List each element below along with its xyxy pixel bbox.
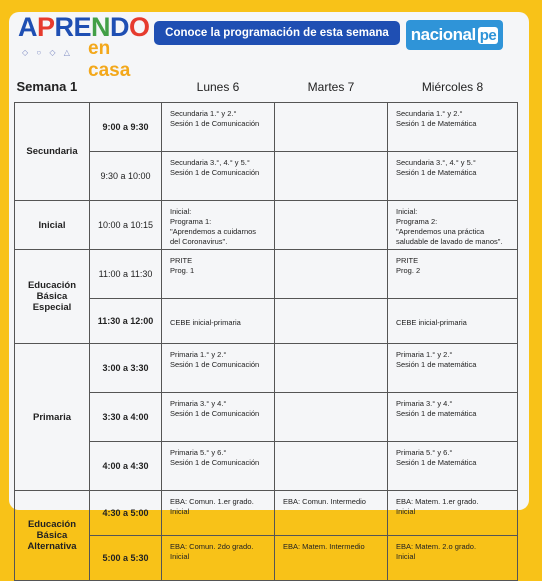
cell-lunes (162, 152, 275, 201)
cell-line: Primaria 5.° y 6.° (170, 448, 227, 457)
cell-line: Secundaria 1.° y 2.° (396, 109, 463, 118)
cell-line: Primaria 1.° y 2.° (170, 350, 227, 359)
week-header: Semana 1 (16, 79, 78, 94)
cell-line: Sesión 1 de Matemática (396, 168, 477, 177)
cell-miercoles (388, 393, 518, 442)
cell-line: Primaria 1.° y 2.° (396, 350, 453, 359)
cell-line: Prog. 1 (170, 266, 195, 275)
cell-line: Primaria 3.° y 4.° (396, 399, 453, 408)
group-secundaria: Secundaria (15, 103, 90, 201)
cell-line: Primaria 5.° y 6.° (396, 448, 453, 457)
cell-martes (275, 250, 388, 299)
cell-miercoles (388, 201, 518, 250)
cell-lunes (162, 442, 275, 491)
logo-line1: APRENDO (18, 12, 150, 42)
cell-line: Secundaria 3.°, 4.° y 5.° (170, 158, 250, 167)
cell-miercoles (388, 152, 518, 201)
cell-lunes (162, 299, 275, 344)
time-cell: 4:30 a 5:00 (90, 491, 162, 536)
cell-line: Programa 2: (396, 217, 438, 226)
cell-lunes (162, 201, 275, 250)
cell-lunes (162, 536, 275, 581)
cell-martes (275, 491, 388, 536)
cell-martes (275, 536, 388, 581)
cell-miercoles (388, 299, 518, 344)
time-cell: 3:30 a 4:00 (90, 393, 162, 442)
cell-line: Sesión 1 de matemática (396, 409, 477, 418)
cell-miercoles (388, 536, 518, 581)
cell-line: Sesión 1 de Comunicación (170, 360, 260, 369)
cell-line: CEBE inicial-primaria (170, 318, 241, 327)
cell-line: PRITE (396, 256, 419, 265)
cell-lunes (162, 344, 275, 393)
time-cell: 9:30 a 10:00 (90, 152, 162, 201)
cell-line: Sesión 1 de Comunicación (170, 458, 260, 467)
cell-line: Inicial: (396, 207, 418, 216)
aprendo-en-casa-logo (18, 12, 150, 81)
cell-line: Sesión 1 de Comunicación (170, 409, 260, 418)
cell-line: EBA: Comun. 2do grado. (170, 542, 254, 551)
time-cell: 9:00 a 9:30 (90, 103, 162, 152)
cell-line: EBA: Matem. 2.o grado. (396, 542, 477, 551)
cell-line: Prog. 2 (396, 266, 421, 275)
group-primaria: Primaria (15, 344, 90, 491)
nacional-pe-logo (406, 20, 503, 50)
schedule-table (14, 71, 518, 581)
group-inicial: Inicial (15, 201, 90, 250)
cell-line: Inicial (396, 507, 416, 516)
cell-line: Sesión 1 de Comunicación (170, 168, 260, 177)
cell-line: Inicial (170, 507, 190, 516)
time-cell: 3:00 a 3:30 (90, 344, 162, 393)
group-especial: Educación Básica Especial (15, 250, 90, 344)
time-cell: 4:00 a 4:30 (90, 442, 162, 491)
banner: Conoce la programación de esta semana (154, 21, 400, 45)
group-alternativa: Educación Básica Alternativa (15, 491, 90, 581)
cell-miercoles (388, 250, 518, 299)
cell-lunes (162, 491, 275, 536)
cell-line: Programa 1: (170, 217, 212, 226)
logo-line2: en casa (88, 38, 131, 81)
cell-line: EBA: Comun. Intermedio (283, 497, 366, 506)
cell-miercoles (388, 103, 518, 152)
day-header-miercoles: Miércoles 8 (421, 79, 484, 94)
time-cell: 5:00 a 5:30 (90, 536, 162, 581)
cell-martes (275, 103, 388, 152)
cell-line: EBA: Matem. 1.er grado. (396, 497, 479, 506)
cell-line: Sesión 1 de matemática (396, 360, 477, 369)
cell-martes (275, 201, 388, 250)
cell-line: Sesión 1 de Matemática (396, 458, 477, 467)
cell-line: Sesión 1 de Matemática (396, 119, 477, 128)
cell-line: "Aprendemos una práctica saludable de lavado de manos". (396, 227, 503, 246)
cell-miercoles (388, 491, 518, 536)
cell-line: Secundaria 1.° y 2.° (170, 109, 237, 118)
cell-line: PRITE (170, 256, 193, 265)
cell-martes (275, 344, 388, 393)
cell-line: CEBE inicial-primaria (396, 318, 467, 327)
cell-martes (275, 152, 388, 201)
cell-martes (275, 393, 388, 442)
cell-miercoles (388, 442, 518, 491)
cell-line: EBA: Matem. Intermedio (283, 542, 365, 551)
brand-main: nacional (410, 25, 476, 44)
cell-line: "Aprendemos a cuidarnos del Coronavirus". (170, 227, 257, 246)
cell-line: Sesión 1 de Comunicación (170, 119, 260, 128)
cell-martes (275, 442, 388, 491)
day-header-lunes: Lunes 6 (196, 79, 240, 94)
day-header-martes: Martes 7 (307, 79, 355, 94)
cell-miercoles (388, 344, 518, 393)
time-cell: 11:30 a 12:00 (90, 299, 162, 344)
cell-lunes (162, 250, 275, 299)
cell-martes (275, 299, 388, 344)
time-header (90, 71, 162, 103)
time-cell: 10:00 a 10:15 (90, 201, 162, 250)
cell-line: Inicial (396, 552, 416, 561)
cell-lunes (162, 103, 275, 152)
cell-line: Inicial: (170, 207, 192, 216)
cell-lunes (162, 393, 275, 442)
cell-line: EBA: Comun. 1.er grado. (170, 497, 254, 506)
cell-line: Primaria 3.° y 4.° (170, 399, 227, 408)
brand-suffix: pe (479, 26, 497, 44)
time-cell: 11:00 a 11:30 (90, 250, 162, 299)
cell-line: Inicial (170, 552, 190, 561)
logo-shapes: ◇ ○ ◇ △ (22, 48, 73, 57)
cell-line: Secundaria 3.°, 4.° y 5.° (396, 158, 476, 167)
